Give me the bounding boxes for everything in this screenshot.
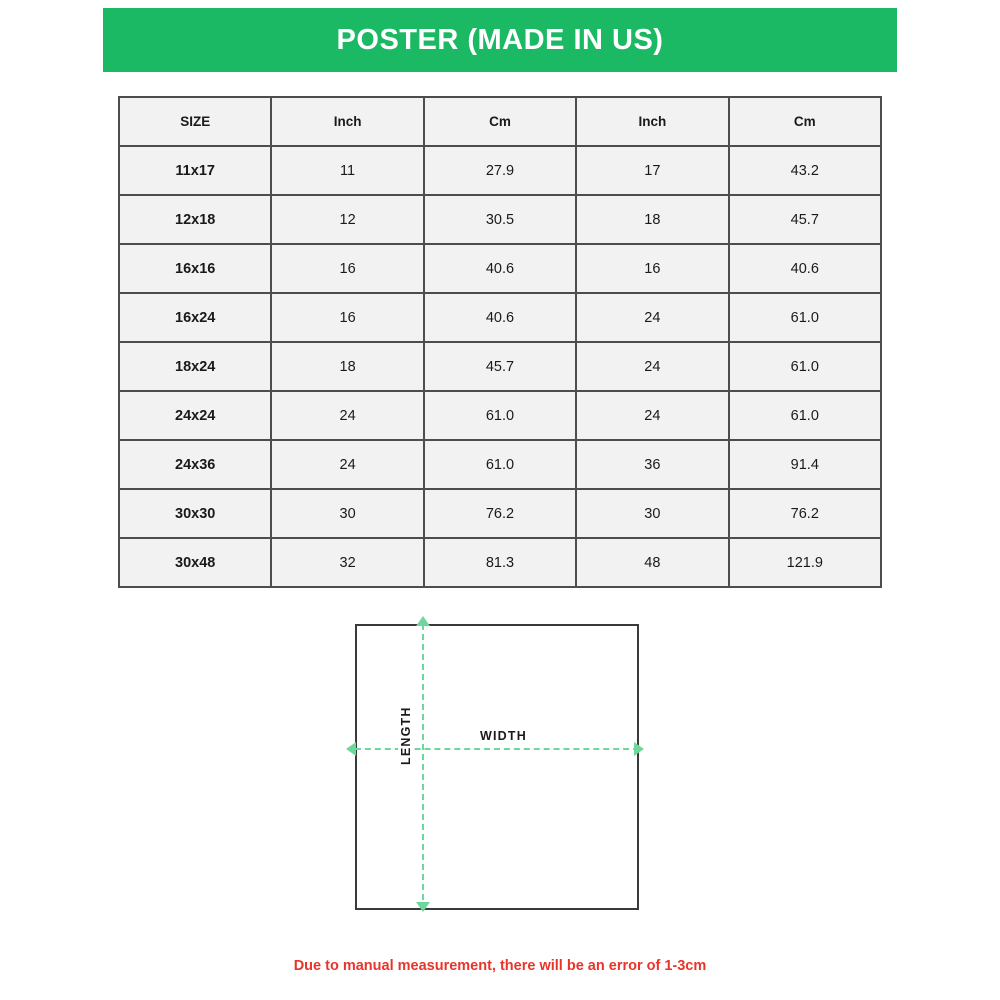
column-header-width-inch: Inch (271, 97, 423, 146)
cell-length-cm: 76.2 (729, 489, 881, 538)
column-header-width-cm: Cm (424, 97, 576, 146)
column-header-length-cm: Cm (729, 97, 881, 146)
cell-length-cm: 121.9 (729, 538, 881, 587)
cell-width-inch: 16 (271, 244, 423, 293)
cell-width-inch: 24 (271, 440, 423, 489)
table-row (119, 538, 881, 587)
cell-length-cm: 61.0 (729, 293, 881, 342)
table-row (119, 293, 881, 342)
cell-width-cm: 45.7 (424, 342, 576, 391)
cell-length-inch: 17 (576, 146, 728, 195)
cell-size: 30x30 (119, 489, 271, 538)
cell-width-cm: 27.9 (424, 146, 576, 195)
measurement-diagram (340, 612, 660, 922)
cell-width-inch: 11 (271, 146, 423, 195)
cell-size: 24x36 (119, 440, 271, 489)
width-label: WIDTH (475, 728, 532, 744)
cell-size: 12x18 (119, 195, 271, 244)
cell-length-inch: 30 (576, 489, 728, 538)
arrow-left-icon (346, 742, 356, 756)
cell-size: 16x24 (119, 293, 271, 342)
cell-width-cm: 61.0 (424, 391, 576, 440)
cell-length-inch: 16 (576, 244, 728, 293)
page-title: POSTER (MADE IN US) (336, 23, 664, 56)
cell-size: 11x17 (119, 146, 271, 195)
cell-length-cm: 61.0 (729, 391, 881, 440)
arrow-right-icon (634, 742, 644, 756)
size-chart-table-container (118, 96, 882, 588)
cell-width-cm: 30.5 (424, 195, 576, 244)
cell-size: 30x48 (119, 538, 271, 587)
cell-length-cm: 61.0 (729, 342, 881, 391)
cell-width-inch: 18 (271, 342, 423, 391)
arrow-up-icon (416, 616, 430, 626)
cell-width-cm: 76.2 (424, 489, 576, 538)
size-chart-table (118, 96, 882, 588)
cell-width-cm: 61.0 (424, 440, 576, 489)
length-label: LENGTH (398, 701, 414, 770)
table-row (119, 391, 881, 440)
cell-width-cm: 40.6 (424, 244, 576, 293)
cell-length-inch: 24 (576, 293, 728, 342)
cell-size: 18x24 (119, 342, 271, 391)
header-banner (103, 8, 897, 72)
table-row (119, 342, 881, 391)
cell-width-inch: 32 (271, 538, 423, 587)
measurement-disclaimer: Due to manual measurement, there will be an error of 1-3cm (293, 958, 707, 974)
table-row (119, 440, 881, 489)
cell-length-cm: 43.2 (729, 146, 881, 195)
cell-width-inch: 24 (271, 391, 423, 440)
cell-length-inch: 48 (576, 538, 728, 587)
cell-width-cm: 81.3 (424, 538, 576, 587)
arrow-down-icon (416, 902, 430, 912)
length-guide-line (422, 624, 424, 910)
table-row (119, 195, 881, 244)
cell-length-inch: 24 (576, 342, 728, 391)
cell-length-cm: 40.6 (729, 244, 881, 293)
table-row (119, 244, 881, 293)
cell-width-inch: 30 (271, 489, 423, 538)
cell-length-inch: 36 (576, 440, 728, 489)
table-row (119, 146, 881, 195)
cell-size: 16x16 (119, 244, 271, 293)
cell-size: 24x24 (119, 391, 271, 440)
table-header-row (119, 97, 881, 146)
cell-length-inch: 24 (576, 391, 728, 440)
cell-width-cm: 40.6 (424, 293, 576, 342)
cell-width-inch: 16 (271, 293, 423, 342)
column-header-size: SIZE (119, 97, 271, 146)
cell-length-cm: 45.7 (729, 195, 881, 244)
cell-length-cm: 91.4 (729, 440, 881, 489)
table-row (119, 489, 881, 538)
column-header-length-inch: Inch (576, 97, 728, 146)
cell-width-inch: 12 (271, 195, 423, 244)
cell-length-inch: 18 (576, 195, 728, 244)
